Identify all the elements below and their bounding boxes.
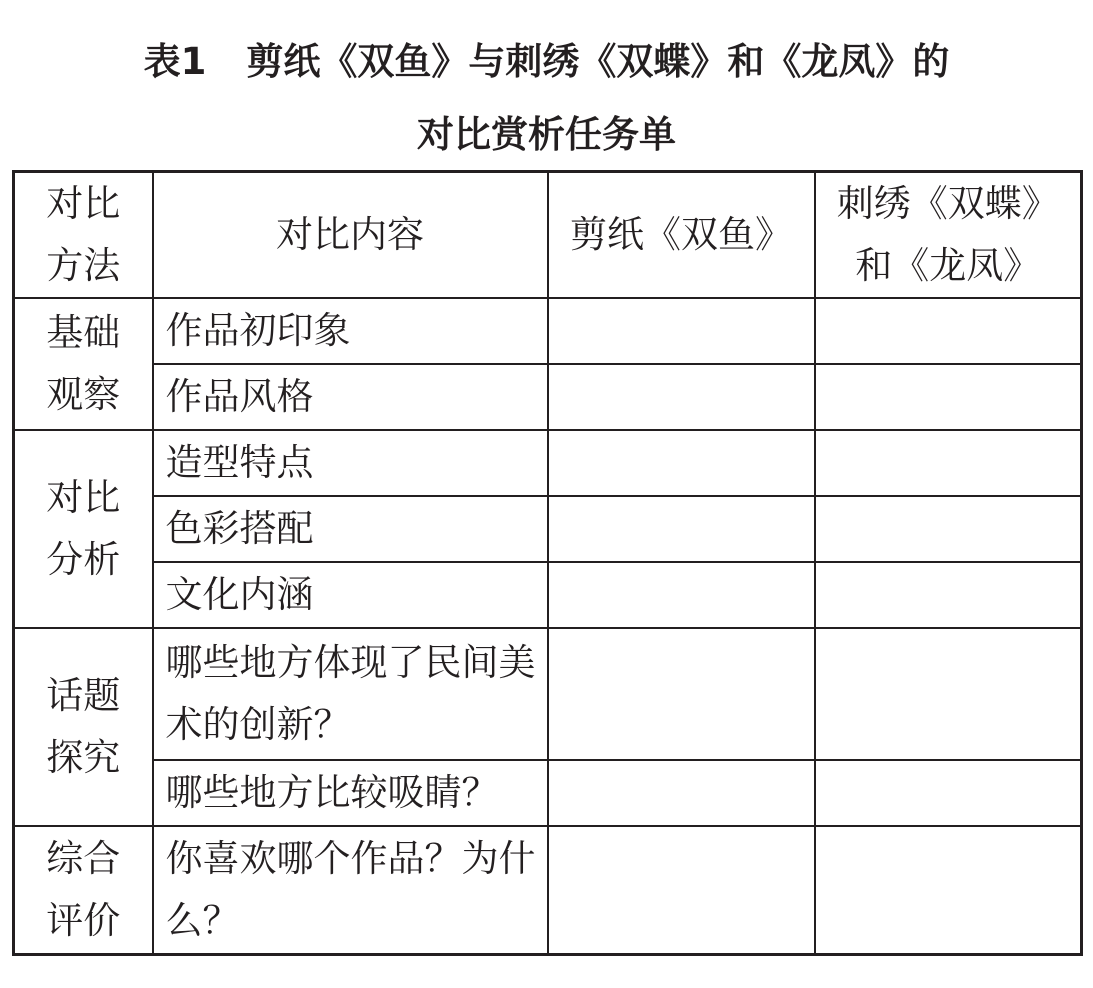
answer-cell-paper-cut[interactable] — [548, 496, 815, 562]
table-row — [14, 430, 1082, 496]
table-row — [14, 760, 1082, 826]
answer-cell-paper-cut[interactable] — [548, 628, 815, 760]
comparison-table — [12, 170, 1083, 956]
answer-cell-paper-cut[interactable] — [548, 364, 815, 430]
table-row — [14, 628, 1082, 760]
table-number: 表1 — [143, 40, 207, 83]
table-row — [14, 364, 1082, 430]
table-row — [14, 826, 1082, 954]
method-cell: 对比 分析 — [14, 430, 153, 628]
answer-cell-embroidery[interactable] — [815, 628, 1082, 760]
table-caption-line-1 — [0, 40, 1093, 84]
table-row — [14, 562, 1082, 628]
answer-cell-embroidery[interactable] — [815, 760, 1082, 826]
answer-cell-embroidery[interactable] — [815, 562, 1082, 628]
content-cell: 作品风格 — [153, 364, 548, 430]
method-cell: 综合 评价 — [14, 826, 153, 954]
method-cell: 话题 探究 — [14, 628, 153, 826]
content-cell: 你喜欢哪个作品？为什么？ — [153, 826, 548, 954]
answer-cell-paper-cut[interactable] — [548, 760, 815, 826]
table-title-main: 剪纸《双鱼》与刺绣《双蝶》和《龙凤》的 — [246, 40, 950, 83]
content-cell: 哪些地方体现了民间美术的创新？ — [153, 628, 548, 760]
header-method: 对比 方法 — [14, 172, 153, 299]
method-cell: 基础 观察 — [14, 298, 153, 430]
table-caption-line-2: 对比赏析任务单 — [417, 113, 676, 156]
answer-cell-embroidery[interactable] — [815, 826, 1082, 954]
answer-cell-paper-cut[interactable] — [548, 562, 815, 628]
content-cell: 文化内涵 — [153, 562, 548, 628]
content-cell: 哪些地方比较吸睛？ — [153, 760, 548, 826]
header-content: 对比内容 — [153, 172, 548, 299]
answer-cell-embroidery[interactable] — [815, 298, 1082, 364]
table-row — [14, 298, 1082, 364]
answer-cell-paper-cut[interactable] — [548, 298, 815, 364]
header-paper-cut: 剪纸《双鱼》 — [548, 172, 815, 299]
answer-cell-paper-cut[interactable] — [548, 430, 815, 496]
header-embroidery: 刺绣《双蝶》 和《龙凤》 — [815, 172, 1082, 299]
answer-cell-embroidery[interactable] — [815, 430, 1082, 496]
content-cell: 造型特点 — [153, 430, 548, 496]
table-row — [14, 496, 1082, 562]
answer-cell-embroidery[interactable] — [815, 496, 1082, 562]
content-cell: 作品初印象 — [153, 298, 548, 364]
table-header-row — [14, 172, 1082, 299]
answer-cell-embroidery[interactable] — [815, 364, 1082, 430]
answer-cell-paper-cut[interactable] — [548, 826, 815, 954]
content-cell: 色彩搭配 — [153, 496, 548, 562]
